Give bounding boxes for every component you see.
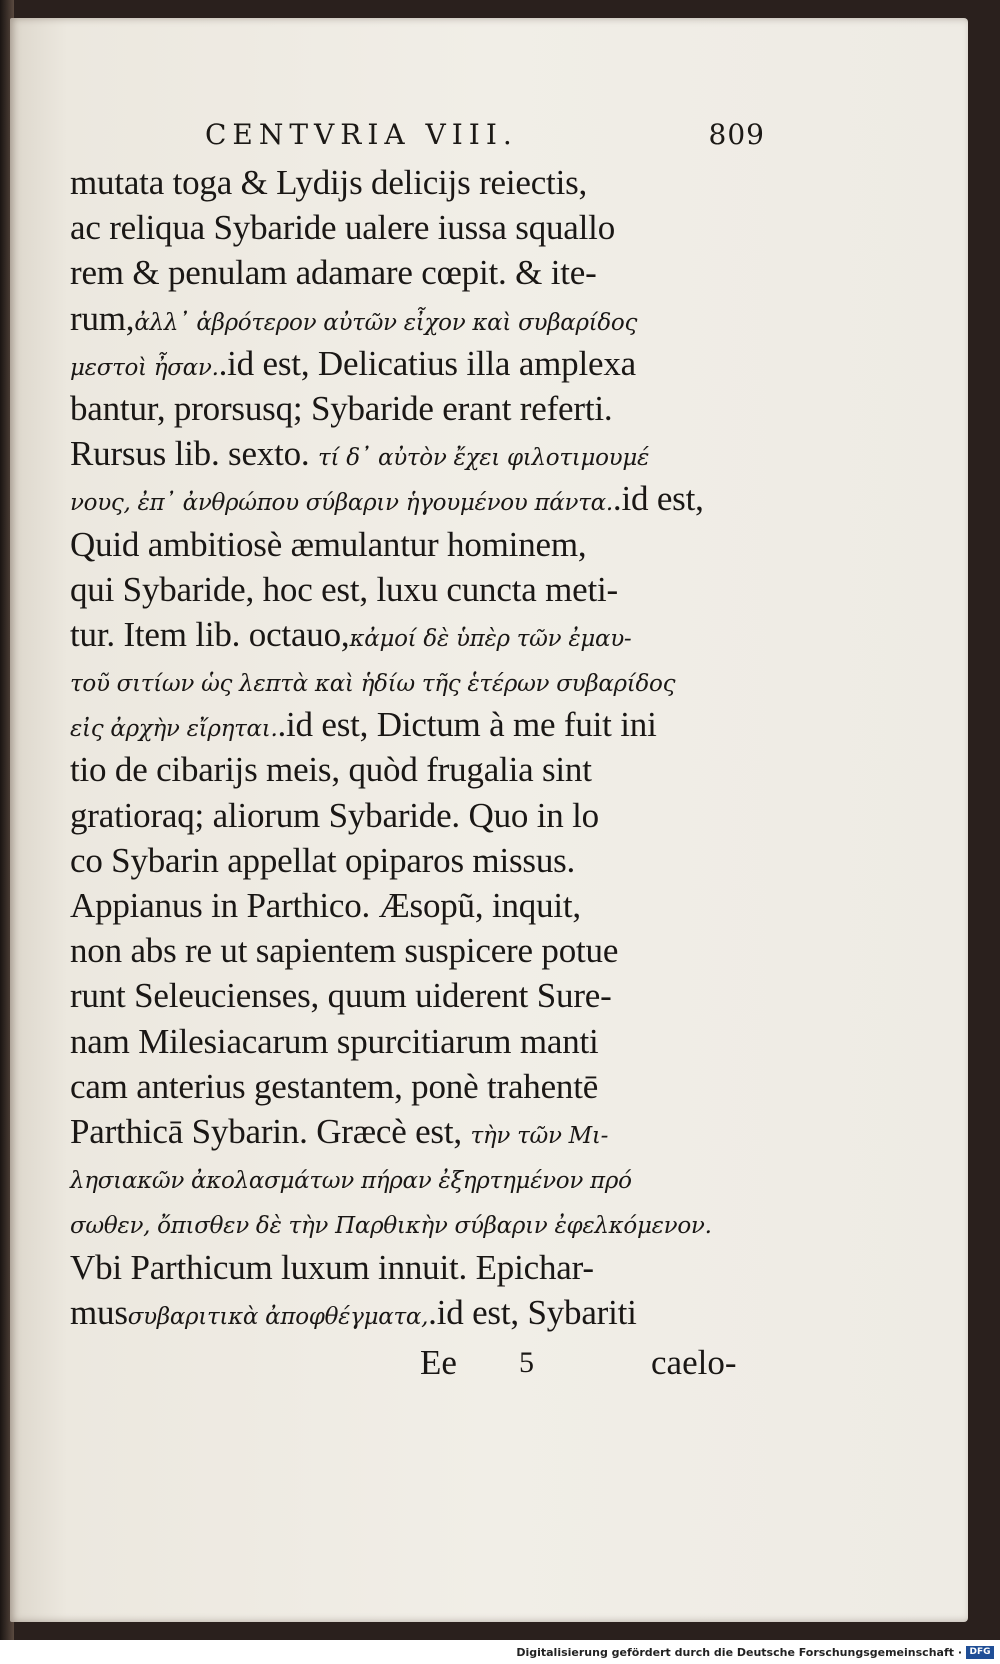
text-line: Quid ambitiosè æmulantur hominem, (70, 524, 587, 564)
text-line: ac reliqua Sybaride ualere iussa squallo (70, 208, 615, 248)
text-line (70, 1290, 770, 1335)
text-line (70, 1199, 770, 1244)
text-line: mutata toga & Lydijs delicijs reiectis, (70, 163, 588, 202)
text-line: nam Milesiacarum spurcitiarum manti (70, 1021, 599, 1061)
text-line (70, 702, 770, 747)
latin-text: mus (70, 1292, 128, 1332)
text-line (70, 612, 770, 657)
running-head-title: CENTVRIA VIII. (205, 118, 518, 151)
greek-text: τὴν τῶν Μι- (470, 1122, 609, 1149)
greek-text: σωθεν, ὄπισθεν δὲ τὴν Παρθικὴν σύβαριν ἐφελκόμενον. (70, 1213, 712, 1240)
text-block (70, 160, 770, 1335)
latin-text: .id est, (612, 479, 704, 519)
text-line (70, 657, 770, 702)
signature-mark: Ee (420, 1343, 457, 1382)
latin-text: Parthicā Sybarin. Græcè est, (70, 1111, 462, 1151)
text-line: Vbi Parthicum luxum innuit. Epichar- (70, 1247, 594, 1287)
text-line (70, 431, 770, 476)
signature-number: 5 (519, 1346, 534, 1379)
text-line: gratioraq; aliorum Sybaride. Quo in lo (70, 795, 599, 835)
greek-text: μεστοὶ ἦσαν. (70, 354, 219, 381)
greek-text: τοῦ σιτίων ὡς λεπτὰ καὶ ἡδίω τῆς ἑτέρων συβαρίδος (70, 671, 676, 698)
greek-text: συβαριτικὰ ἀποφθέγματα, (127, 1303, 429, 1330)
greek-text: ἀλλ᾽ ἁβρότερον αὐτῶν εἶχον καὶ συβαρίδος (134, 309, 638, 336)
text-line: Appianus in Parthico. Æsopũ, inquit, (70, 886, 581, 925)
page-number: 809 (708, 118, 765, 151)
greek-text: κἀμοί δὲ ὑπὲρ τῶν ἐμαυ- (349, 625, 632, 652)
greek-text: τί δ᾽ αὐτὸν ἔχει φιλοτιμουμέ (318, 445, 650, 472)
greek-text: εἰς ἀρχὴν εἴρηται. (70, 716, 278, 743)
latin-text: Rursus lib. sexto. (70, 434, 310, 474)
text-line (70, 1109, 770, 1154)
text-line: qui Sybaride, hoc est, luxu cuncta meti- (70, 569, 618, 609)
dfg-logo: DFG (966, 1646, 994, 1659)
text-line: co Sybarin appellat opiparos missus. (70, 840, 576, 880)
running-head (205, 118, 765, 158)
text-line: cam anterius gestantem, ponè trahentē (70, 1066, 599, 1106)
catchword: caelo- (651, 1343, 737, 1382)
greek-text: νους, ἐπ᾽ ἀνθρώπου σύβαριν ἡγουμένου πάντα. (70, 490, 613, 517)
text-line: rem & penulam adamare cœpit. & ite- (70, 253, 597, 293)
latin-text: .id est, Delicatius illa amplexa (218, 343, 636, 383)
text-line (70, 476, 770, 521)
latin-text: .id est, Dictum à me fuit ini (277, 705, 657, 745)
text-line (70, 341, 770, 386)
text-line: bantur, prorsusq; Sybaride erant referti. (70, 388, 613, 428)
greek-text: λησιακῶν ἀκολασμάτων πήραν ἐξηρτημένον πρό (70, 1168, 632, 1195)
latin-text: .id est, Sybariti (428, 1292, 637, 1332)
credit-text: Digitalisierung gefördert durch die Deutsche Forschungsgemeinschaft · (516, 1646, 962, 1659)
text-line (70, 1154, 770, 1199)
text-line: runt Seleucienses, quum uiderent Sure- (70, 976, 612, 1016)
text-line (70, 296, 770, 341)
text-line: tio de cibarijs meis, quòd frugalia sint (70, 750, 592, 790)
latin-text: rum, (70, 298, 135, 338)
latin-text: tur. Item lib. octauo, (70, 614, 350, 654)
text-line: non abs re ut sapientem suspicere potue (70, 931, 619, 971)
